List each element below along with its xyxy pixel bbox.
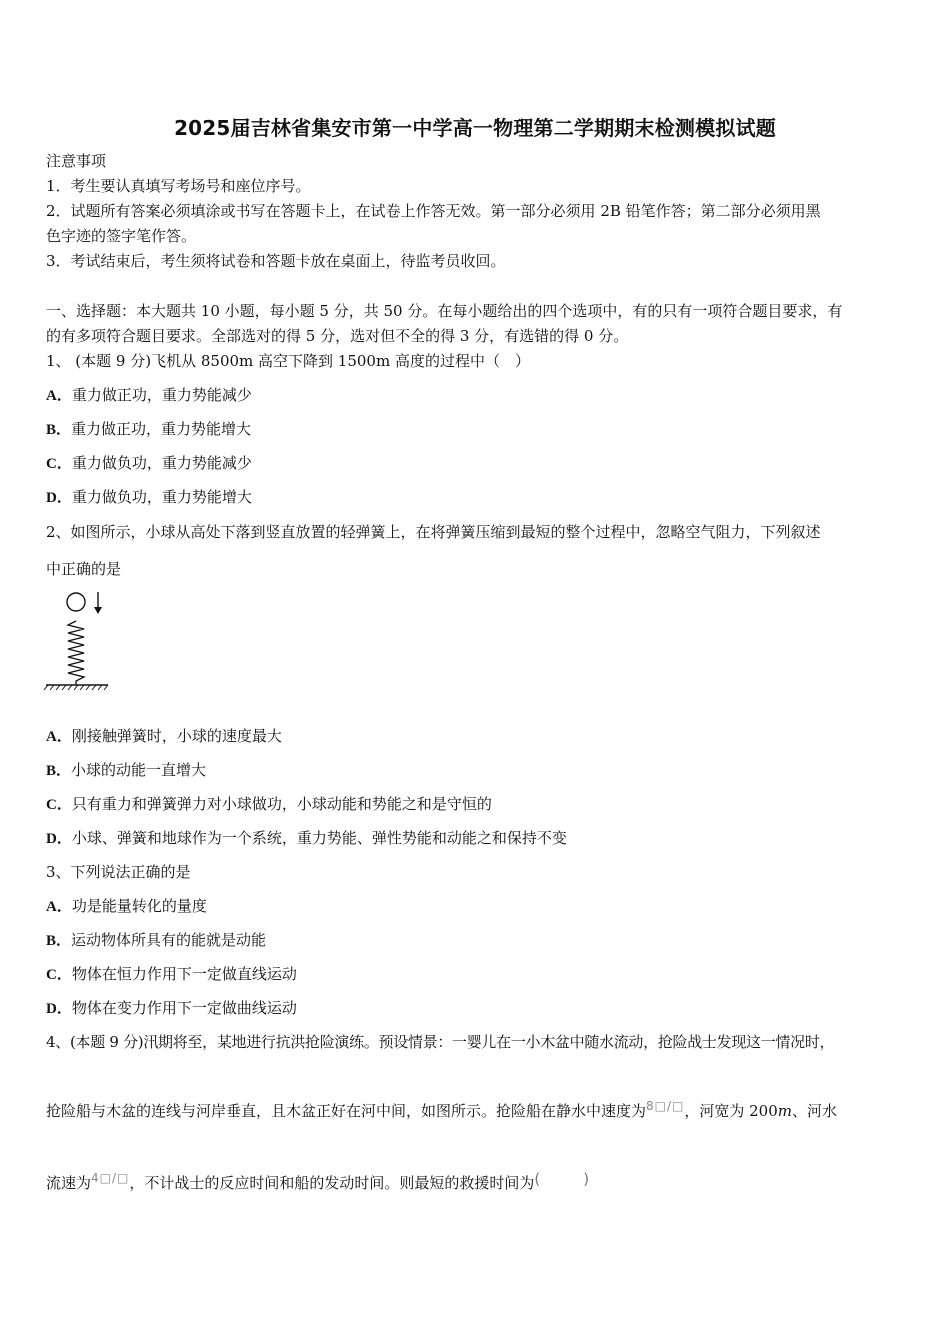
option-text: 物体在恒力作用下一定做直线运动 [71,965,297,983]
question-2-option-b [46,758,908,783]
option-letter: D． [46,1001,72,1017]
question-3-option-a [46,894,908,919]
question-2-stem: 中正确的是 [46,560,122,578]
stem-text: 流速为 [46,1174,92,1192]
arrow-head-icon [94,607,102,614]
stem-text: 抢险船与木盆的连线与河岸垂直，且木盆正好在河中间，如图所示。抢险船在静水中速度为 [46,1102,647,1120]
option-text: 运动物体所具有的能就是动能 [71,931,267,949]
question-2-option-c [46,792,908,817]
boat-speed-formula: 8□/□ [646,1099,685,1113]
question-1-stem: 1、 (本题 9 分)飞机从 8500m 高空下降到 1500m 高度的过程中（ ） [46,352,530,370]
option-text: 小球的动能一直增大 [71,761,207,779]
option-letter: B． [46,763,72,779]
question-3-stem: 3、下列说法正确的是 [46,863,191,881]
unit-meter: m [777,1102,793,1120]
option-letter: C． [46,797,72,813]
question-2-option-a [46,724,908,749]
option-letter: D． [46,831,72,847]
option-letter: A． [46,899,72,915]
question-1-option-d [46,485,908,510]
stem-text: ，不计战士的反应时间和船的发动时间。则最短的救援时间为 [129,1174,535,1192]
question-4-stem [46,1166,603,1195]
question-3-option-c [46,962,908,987]
spring-ball-figure [42,588,112,692]
question-2-stem: 2、如图所示，小球从高处下落到竖直放置的轻弹簧上，在将弹簧压缩到最短的整个过程中，忽略空气阻力，下列叙述 [46,523,821,541]
question-2-option-d [46,826,908,851]
option-text: 重力做正功，重力势能增大 [71,420,252,438]
ball-icon [67,593,85,611]
option-text: 功是能量转化的量度 [71,897,207,915]
question-4-stem [46,1094,837,1123]
notice-item: 色字迹的签字笔作答。 [46,227,197,245]
option-letter: C． [46,456,72,472]
option-letter: A． [46,729,72,745]
section-intro: 一、选择题：本大题共 10 小题，每小题 5 分，共 50 分。在每小题给出的四个选项中，有的只有一项符合题目要求，有 [46,302,843,320]
option-letter: D． [46,490,72,506]
option-text: 重力做正功，重力势能减少 [71,386,252,404]
option-letter: B． [46,933,72,949]
option-text: 物体在变力作用下一定做曲线运动 [71,999,297,1017]
stem-text: ，河宽为 200 [684,1102,778,1120]
river-speed-formula: 4□/□ [91,1171,130,1185]
answer-blank: ( ) [534,1170,604,1188]
page-title: 2025届吉林省集安市第一中学高一物理第二学期期末检测模拟试题 [174,116,776,140]
option-letter: A． [46,388,72,404]
question-1-option-b [46,417,908,442]
option-text: 重力做负功，重力势能增大 [71,488,252,506]
section-intro: 的有多项符合题目要求。全部选对的得 5 分，选对但不全的得 3 分，有选错的得 0 分。 [46,327,629,345]
notice-item: 1．考生要认真填写考场号和座位序号。 [46,177,311,195]
notice-item: 2．试题所有答案必须填涂或书写在答题卡上，在试卷上作答无效。第一部分必须用 2B 铅笔作答；第二部分必须用黑 [46,202,821,220]
question-3-option-d [46,996,908,1021]
question-1-option-a [46,383,908,408]
option-text: 刚接触弹簧时，小球的速度最大 [71,727,282,745]
question-3-option-b [46,928,908,953]
option-text: 小球、弹簧和地球作为一个系统，重力势能、弹性势能和动能之和保持不变 [71,829,567,847]
notice-heading: 注意事项 [46,152,107,170]
stem-text: 、河水 [792,1102,838,1120]
notice-item: 3．考试结束后，考生须将试卷和答题卡放在桌面上，待监考员收回。 [46,252,506,270]
option-text: 只有重力和弹簧弹力对小球做功，小球动能和势能之和是守恒的 [71,795,492,813]
option-letter: B． [46,422,72,438]
question-1-option-c [46,451,908,476]
question-4-stem: 4、(本题 9 分)汛期将至，某地进行抗洪抢险演练。预设情景：一婴儿在一小木盆中随水流动，抢险战士发现这一情况时， [46,1033,835,1051]
option-text: 重力做负功，重力势能减少 [71,454,252,472]
spring-icon [68,621,84,685]
option-letter: C． [46,967,72,983]
